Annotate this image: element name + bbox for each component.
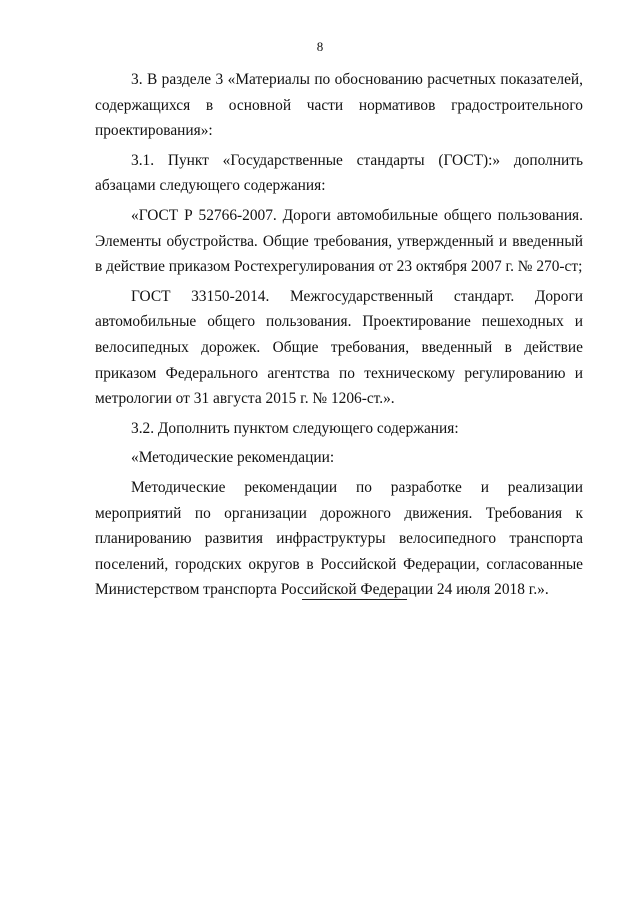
paragraph-item-3-2: 3.2. Дополнить пунктом следующего содержания: <box>131 419 459 437</box>
paragraph-item-3-1: 3.1. Пункт «Государственные стандарты (ГОСТ):» дополнить абзацами следующего содержания: <box>95 151 583 195</box>
end-separator-line <box>302 599 407 600</box>
paragraph-gost-52766: «ГОСТ Р 52766-2007. Дороги автомобильные общего пользования. Элементы обустройства. Общие требования, утвержденный и введенный в действие приказом Ростехрегулирования от 23 октября 2007 г. № 270-ст; <box>95 206 583 276</box>
page-number: 8 <box>316 39 324 54</box>
paragraph-methodical-heading: «Методические рекомендации: <box>131 449 335 467</box>
paragraph-section-3: 3. В разделе 3 «Материалы по обоснованию расчетных показателей, содержащихся в основной части нормативов градостроительного проектирования»: <box>95 71 583 140</box>
paragraph-gost-33150: ГОСТ 33150-2014. Межгосударственный стандарт. Дороги автомобильные общего пользования. Проектирование пешеходных и велосипедных дорожек. Общие требования, введенный в действие приказом Федерального агентства по техническому регулированию и метрологии от 31 августа 2015 г. № 1206-ст.». <box>95 287 583 408</box>
document-body <box>95 67 583 607</box>
paragraph-methodical-recommendations: Методические рекомендации по разработке и реализации мероприятий по организации дорожного движения. Требования к планированию развития инфраструктуры велосипедного транспорта поселений, городских округов в Российской Федерации, согласованные Министерством транспорта Российской Федерации 24 июля 2018 г.». <box>95 478 583 599</box>
